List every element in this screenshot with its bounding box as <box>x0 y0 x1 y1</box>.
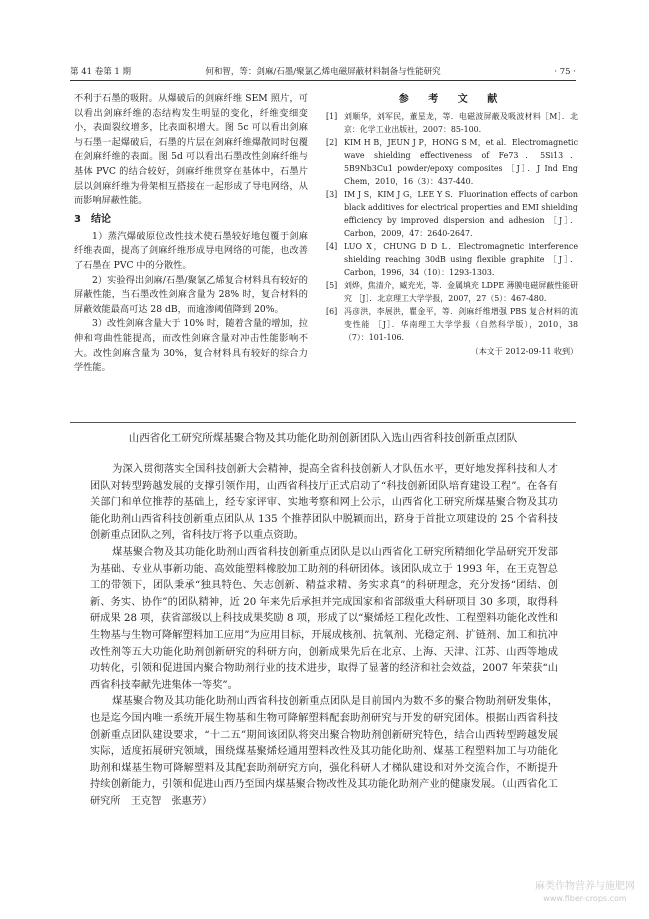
section-number: 3 <box>74 213 81 225</box>
reference-item: [3] IM J S，KIM J G，LEE Y S．Fluorination effects of carbon black additives for electrical properties and EMI shielding efficiency by improved dispersion and adhesion ［J］．Carbon，2009，47：2640-2647. <box>326 190 578 238</box>
running-title: 何和智，等：剑麻/石墨/聚氯乙烯电磁屏蔽材料制备与性能研究 <box>205 67 441 77</box>
reference-item: [5] 刘烨，焦清介，臧充光，等．金属填充 LDPE 薄膜电磁屏蔽性能研究 ［J］．北京理工大学学报，2007，27（5）：467-480. <box>326 281 578 303</box>
references-heading: 参 考 文 献 <box>398 94 506 105</box>
section-title: 结论 <box>90 213 111 225</box>
site-watermark <box>525 880 645 904</box>
news-paragraph: 为深入贯彻落实全国科技创新大会精神，提高全省科技创新人才队伍水平，更好地发挥科技和人才团队对转型跨越发展的支撑引领作用，山西省科技厅正式启动了“科技创新团队培育建设工程”。在各有关部门和单位推荐的基础上，经专家评审、实地考察和网上公示，山西省化工研究所煤基聚合物及其功能化助剂山西省科技创新重点团队从 135 个推荐团队中脱颖而出，跻身于首批立项建设的 25 个省科技创新重点团队之列，省科技厅将予以重点资助。 <box>90 464 558 542</box>
reference-item: [1] 刘顺华，刘军民，董星龙，等．电磁波屏蔽及吸波材料［M］．北京：化学工业出版社，2007：85-100. <box>326 112 578 134</box>
references-column <box>326 92 578 359</box>
watermark-name: 麻类作物营养与施肥网 <box>535 881 635 892</box>
section-divider <box>70 422 576 423</box>
body-paragraph: 不利于石墨的吸附。从爆破后的剑麻纤维 SEM 照片，可以看出剑麻纤维的态结构发生明显的变化，纤维变细变小，表面裂纹增多，比表面积增大。图 5c 可以看出剑麻与石墨一起爆破后，石墨的片层在剑麻纤维爆散同时包覆在剑麻纤维的表面。图 5d 可以看出石墨改性剑麻纤维与基体 PVC 的结合较好，剑麻纤维贯穿在基体中，石墨片层以剑麻纤维为骨架相互搭接在一起形成了导电网络，从而影响屏蔽性能。 <box>74 93 308 207</box>
watermark-url: www.fiber-crops.com <box>543 894 627 903</box>
journal-volume: 第 41 卷第 1 期 <box>70 67 132 77</box>
received-date: （本文于 2012-09-11 收到） <box>470 347 578 356</box>
conclusion-item-1: 1）蒸汽爆破原位改性技术使石墨较好地包覆于剑麻纤维表面，提高了剑麻纤维形成导电网络的可能，也改善了石墨在 PVC 中的分散性。 <box>74 230 308 271</box>
news-body <box>90 462 558 810</box>
section-heading-conclusion <box>74 211 308 229</box>
reference-item: [4] LUO X，CHUNG D D L．Electromagnetic interference shielding reaching 30dB using flexible graphite ［J］．Carbon，1996，34（10）：1293-1303. <box>326 242 578 277</box>
left-column <box>74 92 308 376</box>
running-header <box>70 64 576 81</box>
news-paragraph: 煤基聚合物及其功能化助剂山西省科技创新重点团队是以山西省化工研究所精细化学品研究开发部为基础、专业从事新功能、高效能塑料橡胶加工助剂的科研团体。该团队成立于 1993 年，在王克智总工的带领下，团队秉承“独具特色、矢志创新、精益求精、务实求真”的科研理念，充分发扬“团结、创新、务实、协作”的团队精神，近 20 年来先后承担并完成国家和省部级重大科研项目 30 多项，取得科研成果 28 项，获省部级以上科技成果奖励 8 项，形成了以“聚烯烃工程化改性、工程塑料功能化改性和生物基与生物可降解塑料加工应用”为应用目标，开展成核剂、抗氧剂、光稳定剂、扩链剂、加工和抗冲改性剂等五大功能化助剂创新研究的科研方向，创新成果先后在北京、上海、天津、江苏、山西等地成功转化，引领和促进国内聚合物助剂行业的技术进步，取得了显著的经济和社会效益，2007 年荣获“山西省科技奉献先进集体一等奖”。 <box>90 546 558 691</box>
news-paragraph: 煤基聚合物及其功能化助剂山西省科技创新重点团队是目前国内为数不多的聚合物助剂研发集体，也是迄今国内唯一系统开展生物基和生物可降解塑料配套助剂研究与开发的研究团体。根据山西省科技创新重点团队建设要求，“十二五”期间该团队将突出聚合物助剂创新研究特色，结合山西转型跨越发展实际，适度拓展研究领域，围绕煤基聚烯烃通用塑料改性及其功能化助剂、煤基工程塑料加工与功能化助剂和煤基生物可降解塑料及其配套助剂研究方向，强化科研人才梯队建设和对外交流合作，不断提升持续创新能力，引领和促进山西乃至国内煤基聚合物改性及其功能化助剂产业的健康发展。（山西省化工研究所 王克智 张惠芳） <box>90 696 558 807</box>
page-number: · 75 · <box>554 67 576 77</box>
conclusion-item-2: 2）实验得出剑麻/石墨/聚氯乙烯复合材料具有较好的屏蔽性能，当石墨改性剑麻含量为 28% 时，复合材料的屏蔽效能最高可达 28 dB，而逾渗阈值降到 20%。 <box>74 274 308 315</box>
reference-item: [2] KIM H B，JEUN J P，HONG S M，et al．Electromagnetic wave shielding effectiveness of Fe73．5Si13．5B9Nb3Cu1 powder/epoxy composites ［J］．J Ind Eng Chem，2010，16（3）：437-440. <box>326 138 578 186</box>
news-title: 山西省化工研究所煤基聚合物及其功能化助剂创新团队入选山西省科技创新重点团队 <box>128 432 518 444</box>
reference-item: [6] 冯彦洪，李展洪，瞿金平，等．剑麻纤维增强 PBS 复合材料的流变性能 ［J］．华南理工大学学报（自然科学版），2010，38（7）：101-106. <box>326 307 578 342</box>
conclusion-item-3: 3）改性剑麻含量大于 10% 时，随着含量的增加，拉伸和弯曲性能提高，而改性剑麻含量对冲击性能影响不大。改性剑麻含量为 30%，复合材料具有较好的综合力学性能。 <box>74 318 308 374</box>
